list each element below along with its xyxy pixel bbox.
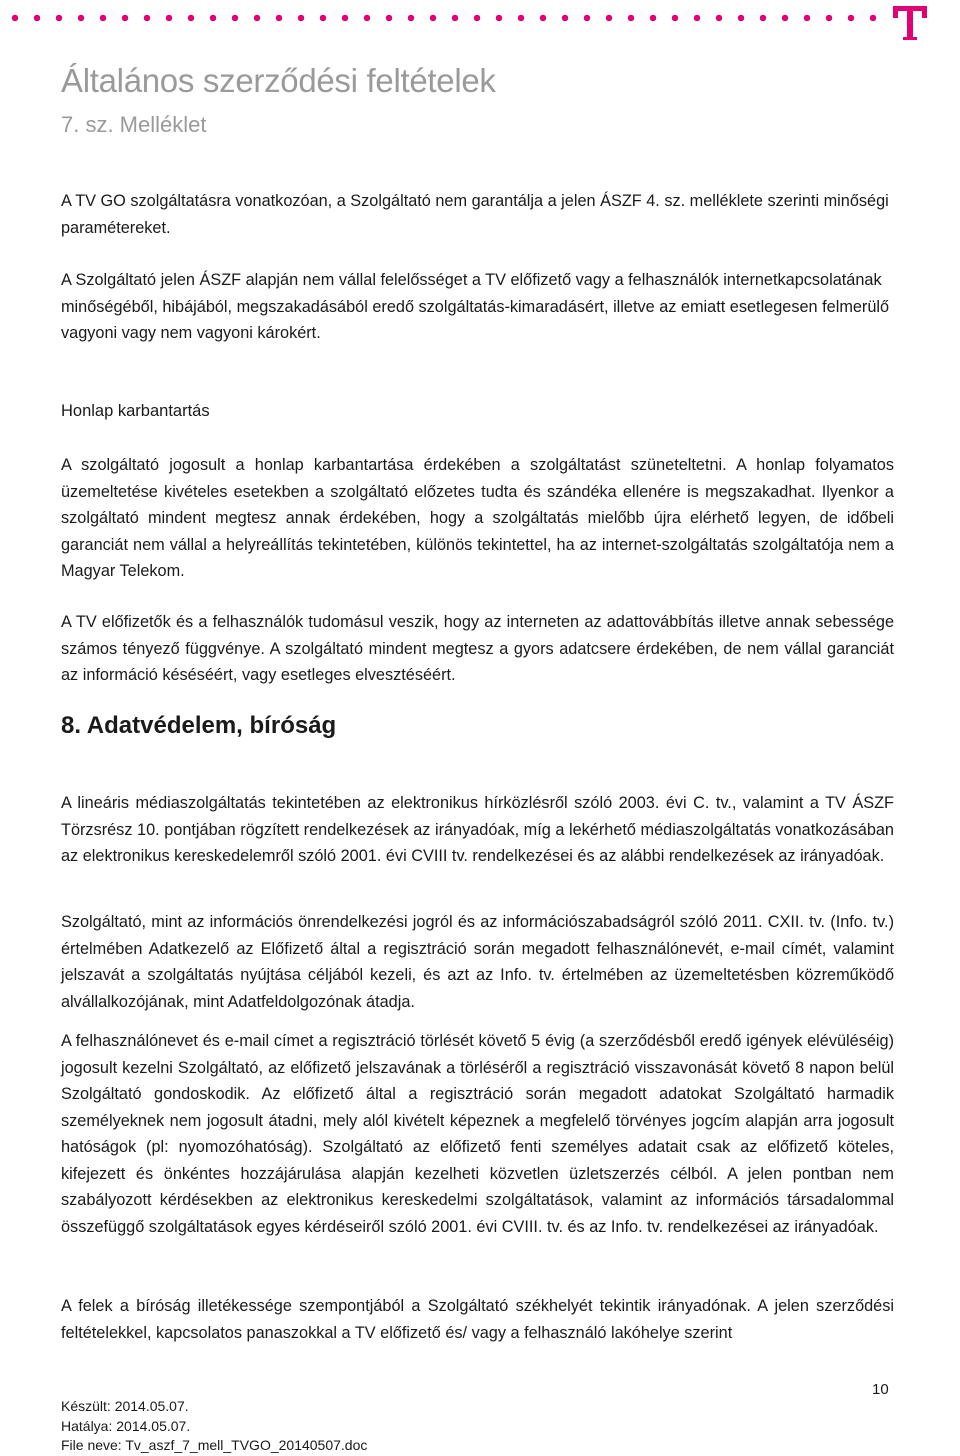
page-number: 10 xyxy=(872,1381,889,1398)
document-footer xyxy=(61,1397,367,1456)
paragraph-maintenance: A szolgáltató jogosult a honlap karbantartása érdekében a szolgáltatást szüneteltetni. A honlap folyamatos üzemeltetése kivételes esetekben a szolgáltató előzetes tudta és szándéka ellenére is megszakadhat. Ilyenkor a szolgáltató mindent megtesz annak érdekében, hogy a szolgáltatás mielőbb újra elérhető legyen, de időbeli garanciát nem vállal a helyreállítás tekintetében, különös tekintettel, ha az internet-szolgáltatás szolgáltatója nem a Magyar Telekom. xyxy=(61,456,894,580)
paragraph-liability: A Szolgáltató jelen ÁSZF alapján nem vállal felelősséget a TV előfizető vagy a felhasználók internetkapcsolatának minőségéből, hibájából, megszakadásából eredő szolgáltatás-kimaradásért, illetve az emiatt esetlegesen felmerülő vagyoni vagy nem vagyoni károkért. xyxy=(61,271,890,342)
document-subtitle: 7. sz. Melléklet xyxy=(61,112,207,137)
logo-text: T xyxy=(910,24,911,25)
paragraph-data-retention: A felhasználónevet és e-mail címet a regisztráció törlését követő 5 évig (a szerződésből eredő igények elévüléséig) jogosult kezelni Szolgáltató, az előfizető jelszavának a törléséről a regisztráció visszavonását követő 8 napon belül Szolgáltató gondoskodik. Az előfizető által a regisztráció során megadott adatokat Szolgáltató harmadik személyeknek nem jogosult átadni, mely alól kivételt képeznek a megfelelő törvényes jogcím alapján arra jogosult hatóságok (pl: nyomozóhatóság). Szolgáltató az előfizető fenti személyes adatait csak az előfizető köteles, kifejezett és önkéntes hozzájárulása alapján kezelheti közvetlen üzletszerzés célból. A jelen pontban nem szabályozott kérdésekben az elektronikus kereskedelmi szolgáltatások, valamint az információs társadalommal összefüggő szolgáltatások egyes kérdéseiről szóló 2001. évi CVIII. tv. és az Info. tv. rendelkezései az irányadóak. xyxy=(61,1032,894,1236)
header-dot-strip xyxy=(4,13,884,23)
paragraph-data-controller: Szolgáltató, mint az információs önrendelkezési jogról és az információszabadságról szóló 2011. CXII. tv. (Info. tv.) értelmében Adatkezelő az Előfizető által a regisztráció során megadott felhasználónevét, e-mail címét, valamint jelszavát a szolgáltatás nyújtása céljából kezeli, és azt az Info. tv. értelmében az üzemeltetésben közreműködő alvállalkozójának, mint Adatfeldolgozónak átadja. xyxy=(61,913,894,1011)
footer-effective-date: Hatálya: 2014.05.07. xyxy=(61,1417,191,1434)
paragraph-tvgo-quality: A TV GO szolgáltatásra vonatkozóan, a Szolgáltató nem garantálja a jelen ÁSZF 4. sz. melléklete szerinti minőségi paramétereket. xyxy=(61,192,889,237)
paragraph-legal-basis: A lineáris médiaszolgáltatás tekintetében az elektronikus hírközlésről szóló 2003. évi C. tv., valamint a TV ÁSZF Törzsrész 10. pontjában rögzített rendelkezések az irányadóak, míg a lekérhető médiaszolgáltatás vonatkozásában az elektronikus kereskedelemről szóló 2001. évi CVIII tv. rendelkezései és az alábbi rendelkezések az irányadóak. xyxy=(61,794,894,865)
section-heading-data-protection: 8. Adatvédelem, bíróság xyxy=(61,712,337,739)
footer-created-date: Készült: 2014.05.07. xyxy=(61,1398,189,1414)
subheading-website-maintenance: Honlap karbantartás xyxy=(61,402,210,420)
telekom-logo-icon xyxy=(890,4,930,42)
paragraph-data-transfer: A TV előfizetők és a felhasználók tudomásul veszik, hogy az interneten az adattovábbítás illetve annak sebessége számos tényező függvénye. A szolgáltató mindent megtesz a gyors adatcsere érdekében, de nem vállal garanciát az információ késéséért, vagy esetleges elvesztéséért. xyxy=(61,613,894,684)
footer-filename: File neve: Tv_aszf_7_mell_TVGO_20140507.doc xyxy=(61,1437,368,1453)
paragraph-jurisdiction: A felek a bíróság illetékessége szempontjából a Szolgáltató székhelyét tekintik irányadónak. A jelen szerződési feltételekkel, kapcsolatos panaszokkal a TV előfizető és/ vagy a felhasználó lakóhelye szerint xyxy=(61,1297,894,1342)
document-title: Általános szerződési feltételek xyxy=(61,62,496,99)
